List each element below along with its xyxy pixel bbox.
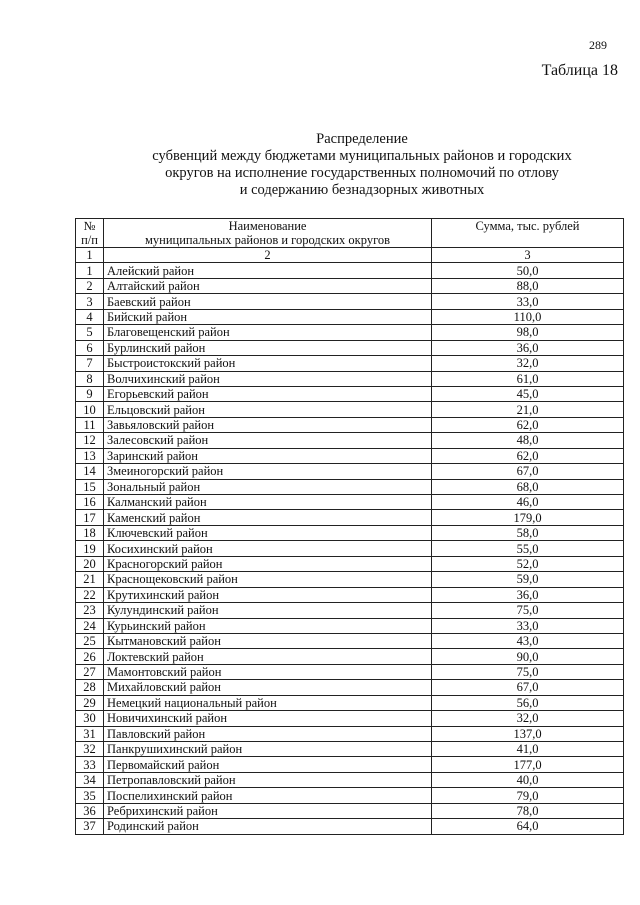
subsidy-amount: 137,0 <box>432 726 624 741</box>
subsidy-amount: 67,0 <box>432 680 624 695</box>
table-row <box>76 325 624 340</box>
subsidy-amount: 46,0 <box>432 495 624 510</box>
table-row <box>76 803 624 818</box>
row-number: 6 <box>76 340 104 355</box>
table-row <box>76 772 624 787</box>
district-name: Немецкий национальный район <box>104 695 432 710</box>
subsidy-amount: 58,0 <box>432 525 624 540</box>
column-index: 2 <box>104 248 432 263</box>
column-index-row <box>76 248 624 263</box>
row-number: 30 <box>76 711 104 726</box>
subsidy-amount: 88,0 <box>432 278 624 293</box>
subsidy-amount: 98,0 <box>432 325 624 340</box>
subsidy-amount: 36,0 <box>432 587 624 602</box>
district-name: Красногорский район <box>104 556 432 571</box>
table-row <box>76 371 624 386</box>
row-number: 32 <box>76 742 104 757</box>
subsidy-amount: 179,0 <box>432 510 624 525</box>
row-number: 23 <box>76 603 104 618</box>
district-name: Павловский район <box>104 726 432 741</box>
table-row <box>76 556 624 571</box>
district-name: Быстроистокский район <box>104 356 432 371</box>
subsidy-amount: 59,0 <box>432 572 624 587</box>
table-row <box>76 742 624 757</box>
row-number: 33 <box>76 757 104 772</box>
subsidy-amount: 36,0 <box>432 340 624 355</box>
header-number-line2: п/п <box>81 233 98 247</box>
table-row <box>76 464 624 479</box>
row-number: 4 <box>76 309 104 324</box>
subsidy-amount: 56,0 <box>432 695 624 710</box>
row-number: 36 <box>76 803 104 818</box>
district-name: Бийский район <box>104 309 432 324</box>
subsidy-amount: 32,0 <box>432 356 624 371</box>
table-row <box>76 525 624 540</box>
subsidy-amount: 64,0 <box>432 819 624 834</box>
district-name: Новичихинский район <box>104 711 432 726</box>
header-sum: Сумма, тыс. рублей <box>432 219 624 248</box>
row-number: 16 <box>76 495 104 510</box>
district-name: Егорьевский район <box>104 386 432 401</box>
row-number: 34 <box>76 772 104 787</box>
row-number: 21 <box>76 572 104 587</box>
table-row <box>76 402 624 417</box>
district-name: Первомайский район <box>104 757 432 772</box>
row-number: 26 <box>76 649 104 664</box>
header-number <box>76 219 104 248</box>
district-name: Краснощековский район <box>104 572 432 587</box>
row-number: 1 <box>76 263 104 278</box>
row-number: 37 <box>76 819 104 834</box>
table-row <box>76 664 624 679</box>
title-line: субвенций между бюджетами муниципальных районов и городских <box>152 148 572 164</box>
page-number: 289 <box>589 38 607 52</box>
district-name: Каменский район <box>104 510 432 525</box>
subsidy-amount: 75,0 <box>432 603 624 618</box>
row-number: 20 <box>76 556 104 571</box>
row-number: 13 <box>76 448 104 463</box>
subsidy-amount: 78,0 <box>432 803 624 818</box>
row-number: 29 <box>76 695 104 710</box>
district-name: Волчихинский район <box>104 371 432 386</box>
table-row <box>76 819 624 834</box>
subsidy-amount: 177,0 <box>432 757 624 772</box>
table-row <box>76 263 624 278</box>
subsidy-amount: 75,0 <box>432 664 624 679</box>
row-number: 22 <box>76 587 104 602</box>
table-row <box>76 479 624 494</box>
row-number: 10 <box>76 402 104 417</box>
subsidy-amount: 33,0 <box>432 294 624 309</box>
row-number: 17 <box>76 510 104 525</box>
district-name: Родинский район <box>104 819 432 834</box>
district-name: Баевский район <box>104 294 432 309</box>
table-row <box>76 309 624 324</box>
table-row <box>76 356 624 371</box>
district-name: Алтайский район <box>104 278 432 293</box>
district-name: Змеиногорский район <box>104 464 432 479</box>
header-name <box>104 219 432 248</box>
table-body <box>76 263 624 834</box>
district-name: Ребрихинский район <box>104 803 432 818</box>
row-number: 15 <box>76 479 104 494</box>
row-number: 2 <box>76 278 104 293</box>
table-row <box>76 495 624 510</box>
table-row <box>76 680 624 695</box>
district-name: Благовещенский район <box>104 325 432 340</box>
subsidy-amount: 41,0 <box>432 742 624 757</box>
subsidy-amount: 32,0 <box>432 711 624 726</box>
subsidy-amount: 40,0 <box>432 772 624 787</box>
table-row <box>76 572 624 587</box>
table-row <box>76 695 624 710</box>
row-number: 19 <box>76 541 104 556</box>
district-name: Локтевский район <box>104 649 432 664</box>
district-name: Заринский район <box>104 448 432 463</box>
subsidy-amount: 50,0 <box>432 263 624 278</box>
subsidy-amount: 110,0 <box>432 309 624 324</box>
table-row <box>76 386 624 401</box>
header-name-line1: Наименование <box>228 219 307 233</box>
title-line: Распределение <box>316 131 408 147</box>
district-name: Кытмановский район <box>104 633 432 648</box>
table-row <box>76 433 624 448</box>
document-title <box>0 131 640 199</box>
district-name: Завьяловский район <box>104 417 432 432</box>
table-row <box>76 649 624 664</box>
table-row <box>76 603 624 618</box>
subsidy-amount: 79,0 <box>432 788 624 803</box>
table-row <box>76 618 624 633</box>
row-number: 18 <box>76 525 104 540</box>
subsidy-amount: 68,0 <box>432 479 624 494</box>
table-row <box>76 278 624 293</box>
district-name: Панкрушихинский район <box>104 742 432 757</box>
row-number: 31 <box>76 726 104 741</box>
table-row <box>76 510 624 525</box>
table-row <box>76 541 624 556</box>
row-number: 3 <box>76 294 104 309</box>
row-number: 35 <box>76 788 104 803</box>
district-name: Калманский район <box>104 495 432 510</box>
district-name: Михайловский район <box>104 680 432 695</box>
district-name: Бурлинский район <box>104 340 432 355</box>
subsidy-amount: 67,0 <box>432 464 624 479</box>
subsidy-amount: 43,0 <box>432 633 624 648</box>
district-name: Поспелихинский район <box>104 788 432 803</box>
table-row <box>76 757 624 772</box>
table-row <box>76 448 624 463</box>
subsidy-amount: 52,0 <box>432 556 624 571</box>
subsidy-amount: 62,0 <box>432 448 624 463</box>
row-number: 8 <box>76 371 104 386</box>
subsidy-table <box>75 218 624 835</box>
table-row <box>76 633 624 648</box>
title-line: округов на исполнение государственных полномочий по отлову <box>165 165 559 181</box>
title-line: и содержанию безнадзорных животных <box>239 182 485 198</box>
district-name: Кулундинский район <box>104 603 432 618</box>
district-name: Курьинский район <box>104 618 432 633</box>
district-name: Петропавловский район <box>104 772 432 787</box>
district-name: Крутихинский район <box>104 587 432 602</box>
row-number: 5 <box>76 325 104 340</box>
district-name: Алейский район <box>104 263 432 278</box>
district-name: Залесовский район <box>104 433 432 448</box>
table-row <box>76 711 624 726</box>
table-row <box>76 417 624 432</box>
table-label: Таблица 18 <box>541 62 618 79</box>
table-header-row <box>76 219 624 248</box>
row-number: 27 <box>76 664 104 679</box>
district-name: Мамонтовский район <box>104 664 432 679</box>
row-number: 11 <box>76 417 104 432</box>
district-name: Ельцовский район <box>104 402 432 417</box>
column-index: 3 <box>432 248 624 263</box>
subsidy-amount: 55,0 <box>432 541 624 556</box>
subsidy-amount: 61,0 <box>432 371 624 386</box>
row-number: 28 <box>76 680 104 695</box>
header-name-line2: муниципальных районов и городских округов <box>144 233 391 247</box>
district-name: Зональный район <box>104 479 432 494</box>
table-row <box>76 788 624 803</box>
subsidy-amount: 45,0 <box>432 386 624 401</box>
subsidy-amount: 48,0 <box>432 433 624 448</box>
column-index: 1 <box>76 248 104 263</box>
subsidy-amount: 33,0 <box>432 618 624 633</box>
district-name: Ключевский район <box>104 525 432 540</box>
row-number: 24 <box>76 618 104 633</box>
table-row <box>76 587 624 602</box>
subsidy-amount: 62,0 <box>432 417 624 432</box>
row-number: 25 <box>76 633 104 648</box>
row-number: 12 <box>76 433 104 448</box>
table-row <box>76 340 624 355</box>
district-name: Косихинский район <box>104 541 432 556</box>
table-row <box>76 726 624 741</box>
table-row <box>76 294 624 309</box>
row-number: 14 <box>76 464 104 479</box>
header-number-line1: № <box>83 219 96 233</box>
subsidy-amount: 21,0 <box>432 402 624 417</box>
row-number: 9 <box>76 386 104 401</box>
subsidy-amount: 90,0 <box>432 649 624 664</box>
row-number: 7 <box>76 356 104 371</box>
